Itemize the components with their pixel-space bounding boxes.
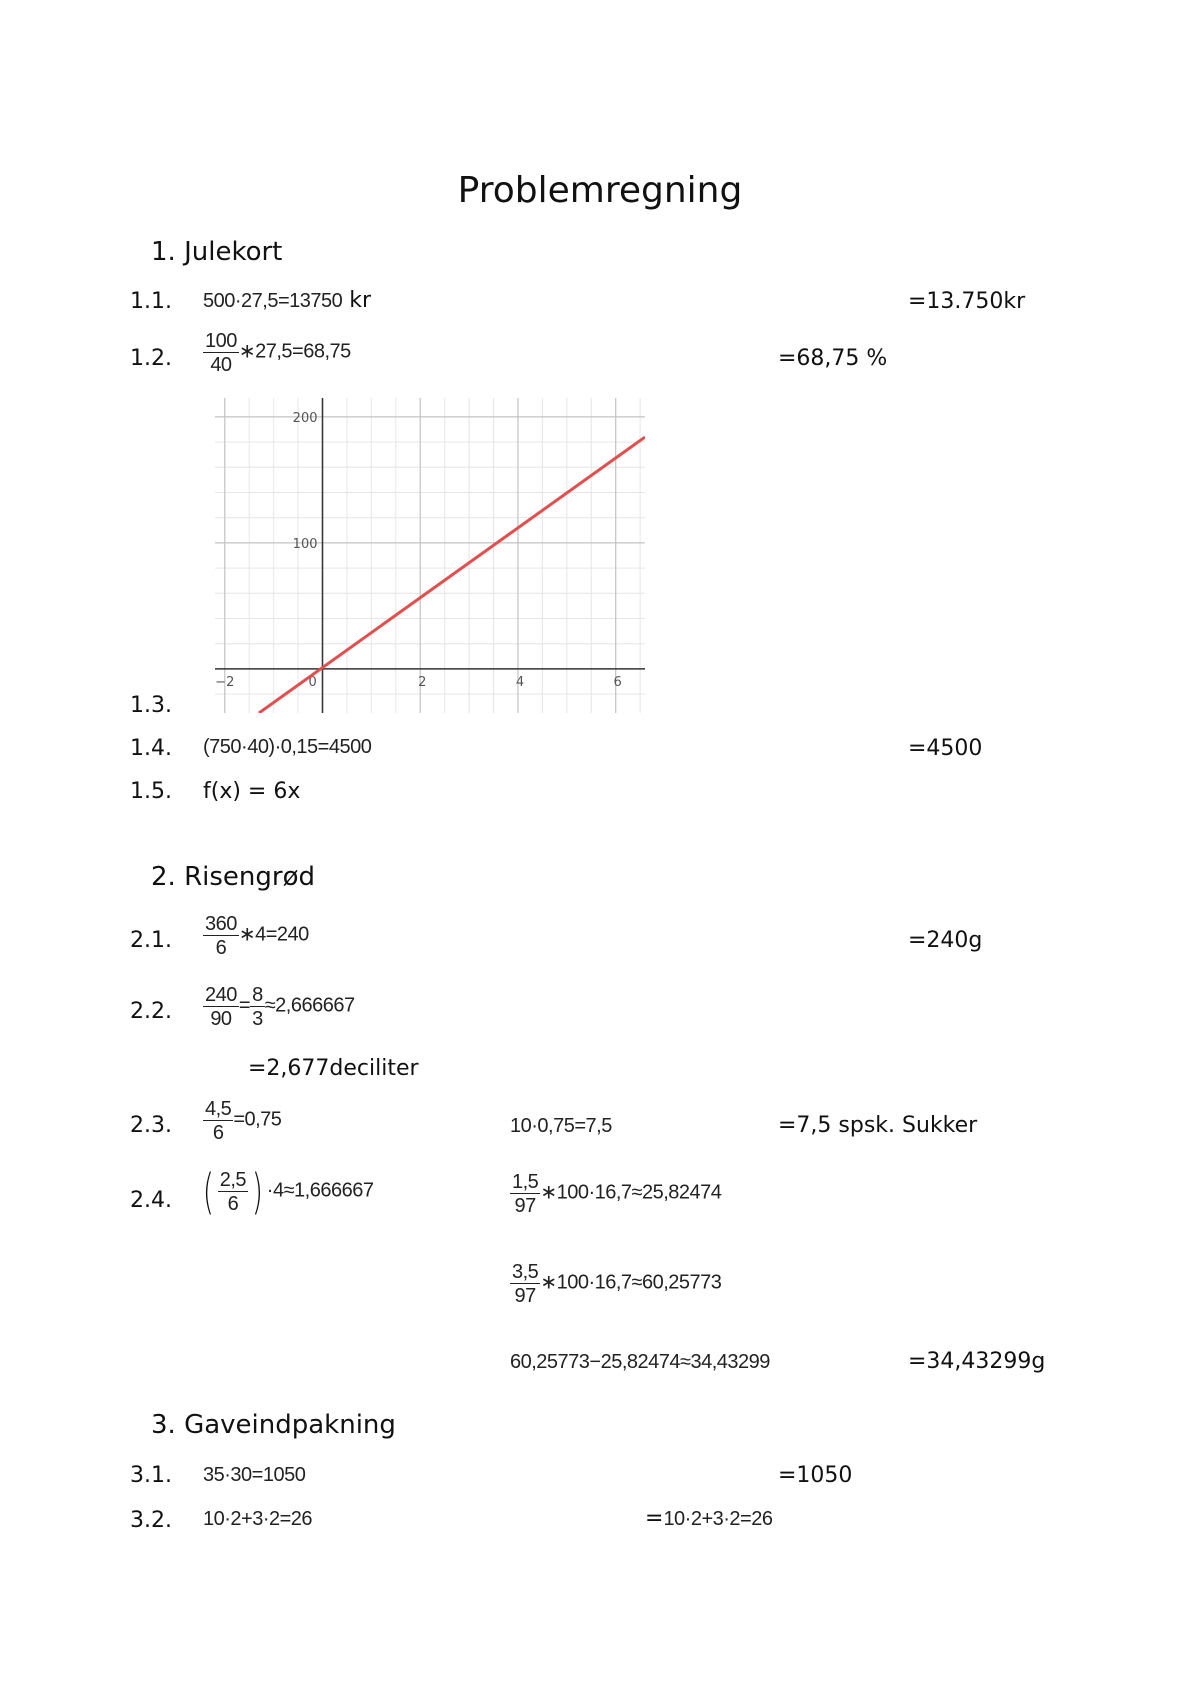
equation-2-4-b: $\frac{1,5}{97}$ ∗100·16,7≈25,82474 bbox=[512, 1171, 722, 1217]
x-tick-label: 2 bbox=[418, 674, 427, 690]
equation-2-2: $\frac{240}{90}$ = $\frac{8}{3}$ ≈2,666667 bbox=[205, 984, 355, 1030]
equation-2-4: ( $\frac{2,5}{6}$ ) ·4≈1,666667 bbox=[202, 1164, 374, 1220]
equation-2-3: $\frac{4,5}{6}$ =0,75 bbox=[205, 1098, 282, 1144]
item-number: 1.4. bbox=[130, 736, 172, 761]
item-number: 2.2. bbox=[130, 999, 172, 1024]
equation-1-1 bbox=[203, 288, 371, 313]
equation-1-4: (750·40)·0,15=4500 bbox=[203, 736, 372, 758]
series-line bbox=[259, 437, 645, 713]
fraction: $\frac{360}{6}$ bbox=[205, 913, 237, 959]
y-tick-label: 100 bbox=[292, 536, 318, 552]
equation-text: 500·27,5=13750 bbox=[203, 290, 343, 312]
section-heading-julekort: 1. Julekort bbox=[151, 237, 283, 267]
fraction: $\frac{4,5}{6}$ bbox=[205, 1098, 232, 1144]
item-number: 2.3. bbox=[130, 1113, 172, 1138]
item-number: 1.1. bbox=[130, 289, 172, 314]
answer-3-1: =1050 bbox=[778, 1463, 853, 1488]
y-tick-label: 200 bbox=[292, 410, 318, 426]
unit-text: kr bbox=[342, 288, 372, 313]
fraction: $\frac{240}{90}$ bbox=[205, 984, 237, 1030]
answer-1-2: =68,75 % bbox=[778, 346, 888, 371]
item-number: 1.3. bbox=[130, 693, 172, 718]
item-number: 1.2. bbox=[130, 346, 172, 371]
function-text: f(x) = 6x bbox=[203, 779, 301, 804]
x-tick-label: 4 bbox=[515, 674, 525, 690]
item-number: 3.1. bbox=[130, 1463, 172, 1488]
line-graph bbox=[215, 398, 645, 713]
left-paren: ( bbox=[202, 1164, 214, 1220]
answer-1-4: =4500 bbox=[908, 736, 983, 761]
fraction: $\frac{3,5}{97}$ bbox=[512, 1261, 539, 1307]
item-number: 2.1. bbox=[130, 928, 172, 953]
item-number: 1.5. bbox=[130, 779, 172, 804]
section-heading-risengrod: 2. Risengrød bbox=[151, 862, 315, 892]
right-paren: ) bbox=[251, 1164, 264, 1220]
answer-2-2: =2,677deciliter bbox=[248, 1056, 419, 1081]
equation-2-4-d: 60,25773−25,82474≈34,43299 bbox=[510, 1351, 770, 1373]
fraction: $\frac{8}{3}$ bbox=[252, 984, 263, 1030]
equation-3-2: 10·2+3·2=26 bbox=[203, 1508, 313, 1530]
equation-2-1: $\frac{360}{6}$ ∗4=240 bbox=[205, 913, 309, 959]
item-number: 3.2. bbox=[130, 1508, 172, 1533]
answer-1-1: =13.750kr bbox=[908, 289, 1026, 314]
answer-2-1: =240g bbox=[908, 928, 983, 953]
fraction: $\frac{1,5}{97}$ bbox=[512, 1171, 539, 1217]
item-number: 2.4. bbox=[130, 1188, 172, 1213]
x-tick-label: 0 bbox=[308, 674, 317, 690]
page-title: Problemregning bbox=[457, 170, 743, 211]
fraction: $\frac{100}{40}$ bbox=[205, 330, 237, 376]
x-tick-label: −2 bbox=[215, 674, 235, 690]
fraction: $\frac{2,5}{6}$ bbox=[219, 1169, 247, 1215]
answer-2-4: =34,43299g bbox=[908, 1349, 1046, 1374]
equation-3-1: 35·30=1050 bbox=[203, 1464, 306, 1486]
answer-2-3: =7,5 spsk. Sukker bbox=[778, 1113, 978, 1138]
equation-2-3-b: 10·0,75=7,5 bbox=[510, 1115, 612, 1137]
equation-2-4-c: $\frac{3,5}{97}$ ∗100·16,7≈60,25773 bbox=[512, 1261, 722, 1307]
x-tick-label: 6 bbox=[613, 674, 622, 690]
section-heading-gaveindpakning: 3. Gaveindpakning bbox=[151, 1410, 396, 1440]
equation-1-2: $\frac{100}{40}$ ∗27,5=68,75 bbox=[205, 330, 351, 376]
answer-3-2: =10·2+3·2=26 bbox=[645, 1506, 773, 1531]
